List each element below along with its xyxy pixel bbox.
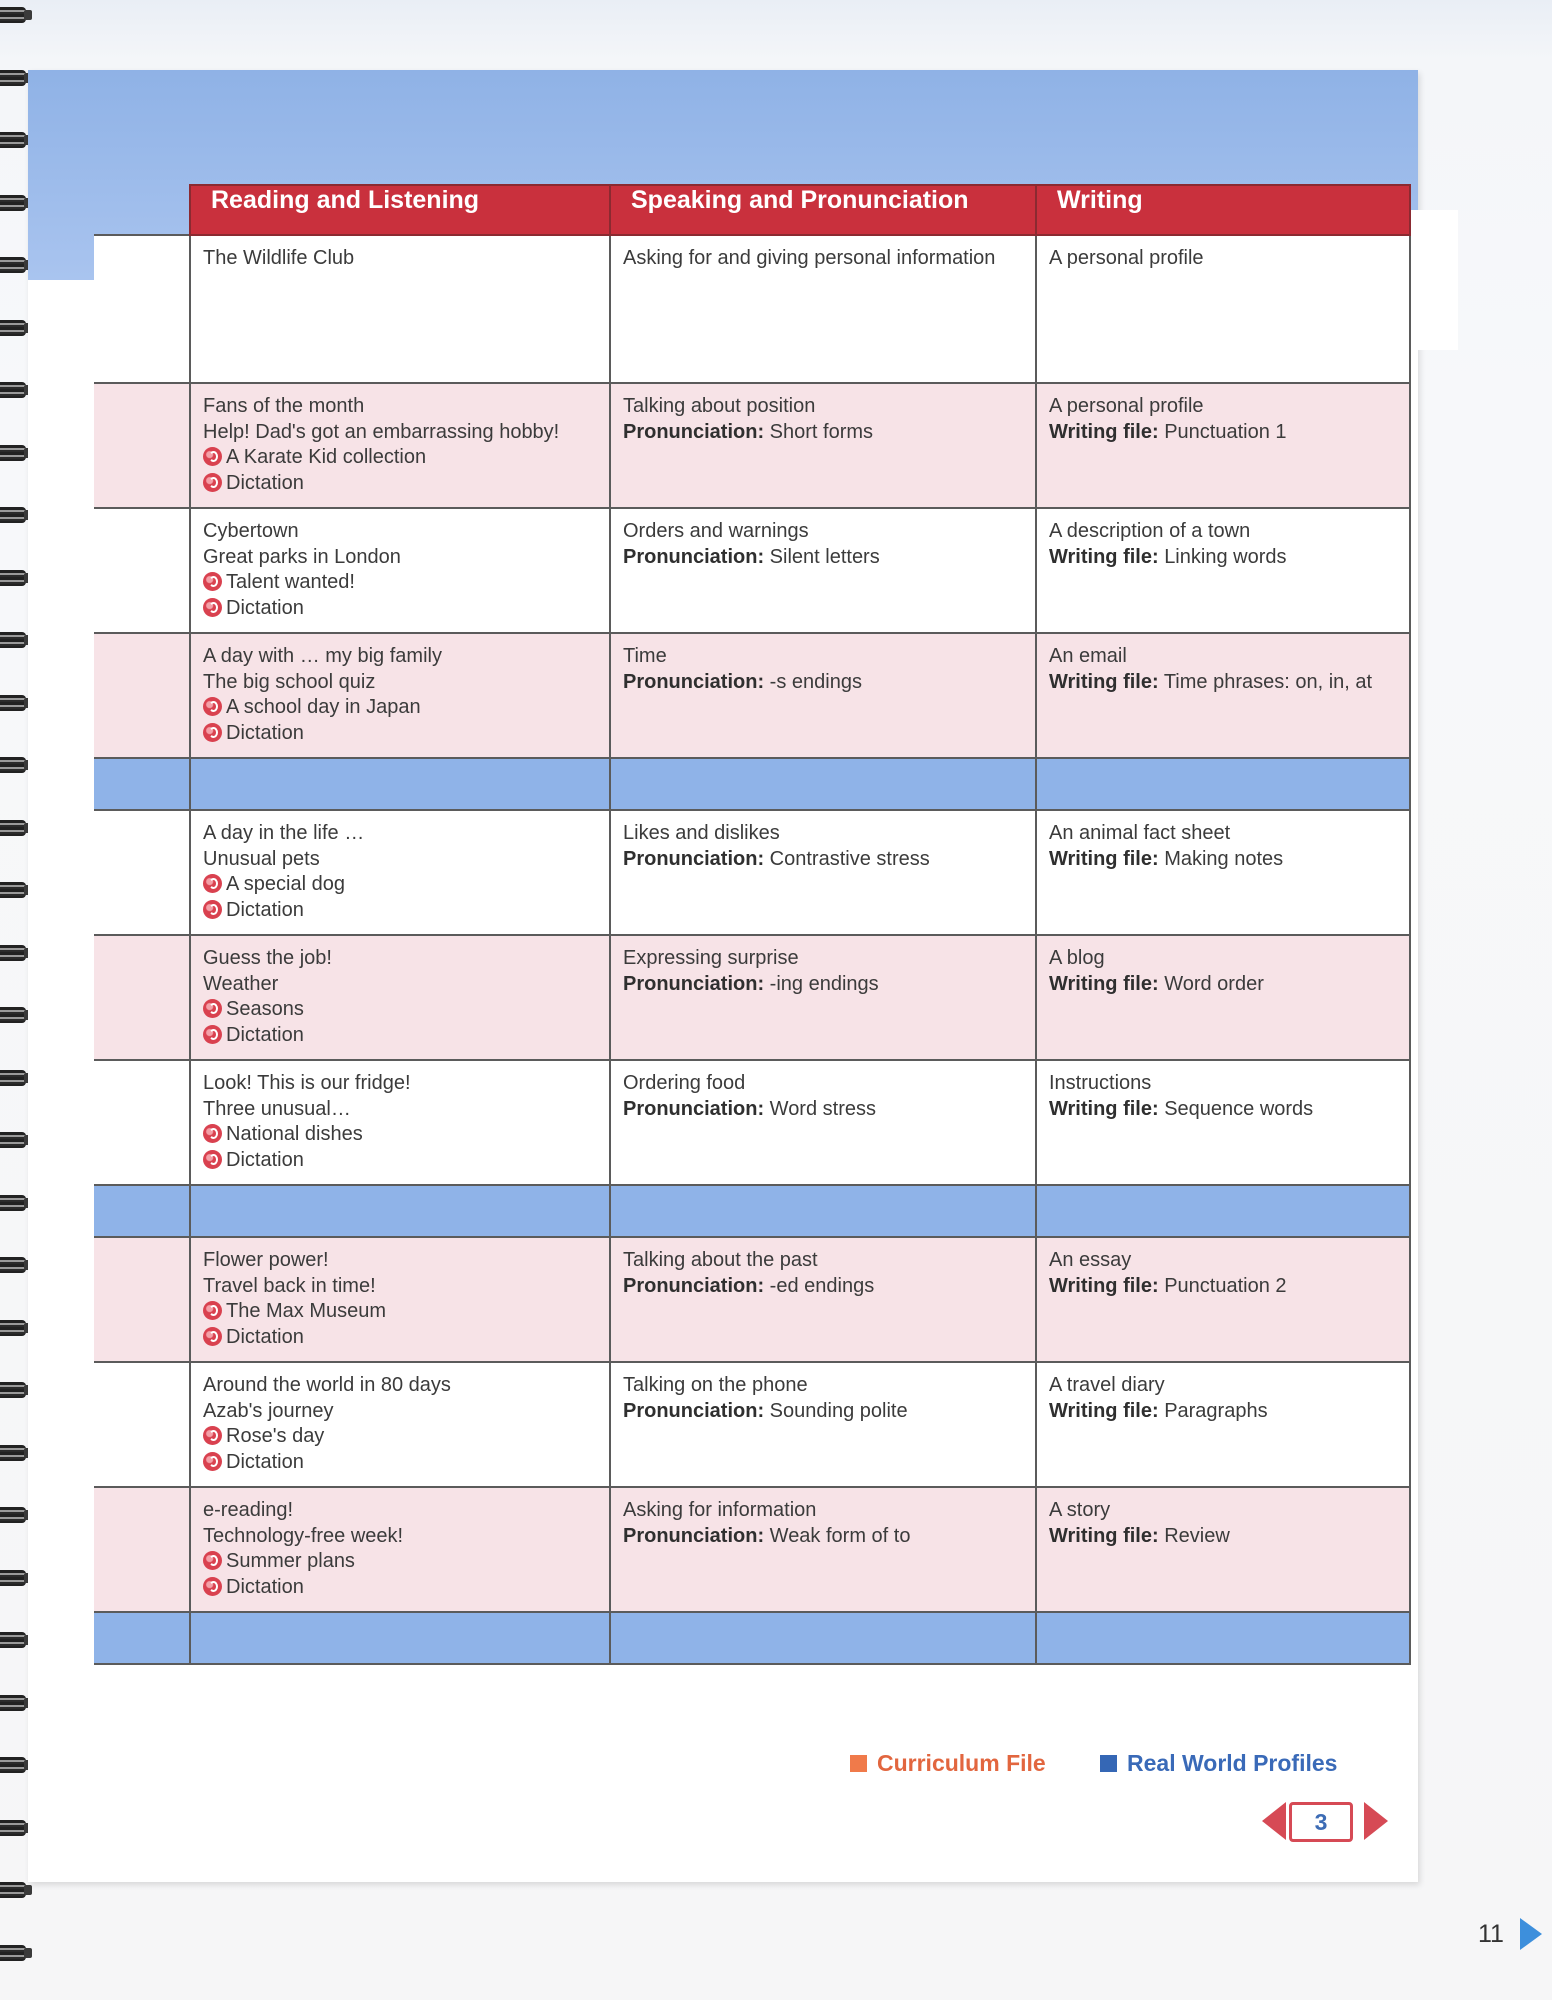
writing-file-line	[1049, 972, 1397, 998]
reading-item	[203, 721, 597, 747]
reading-item	[203, 1071, 597, 1097]
writing-cell	[1036, 935, 1410, 1060]
unit-cell	[94, 810, 190, 935]
writing-cell	[1036, 508, 1410, 633]
audio-icon	[203, 874, 222, 893]
reading-item	[203, 246, 597, 272]
audio-icon	[203, 1577, 222, 1596]
reading-item	[203, 847, 597, 873]
reading-listening-cell	[190, 935, 610, 1060]
pronunciation-line	[623, 420, 1023, 446]
writing-file-line	[1049, 1524, 1397, 1550]
writing-topic: A travel diary	[1049, 1374, 1165, 1396]
writing-file-value: Punctuation 2	[1164, 1274, 1287, 1297]
spiral-coil	[0, 1942, 30, 1964]
legend-realworld-label: Real World Profiles	[1127, 1750, 1338, 1776]
pronunciation-line	[623, 1274, 1023, 1300]
reading-text: Rose's day	[226, 1425, 325, 1447]
pronunciation-value: -ed endings	[769, 1274, 875, 1297]
header-speaking-pronunciation: Speaking and Pronunciation	[610, 185, 1036, 235]
unit-cell	[94, 383, 190, 508]
speaking-pronunciation-cell	[610, 235, 1036, 383]
reading-text: Fans of the month	[203, 395, 365, 417]
reading-text: Azab's journey	[203, 1399, 334, 1422]
spiral-coil	[0, 192, 30, 214]
reading-text: Travel back in time!	[203, 1274, 376, 1297]
pronunciation-line	[623, 847, 1023, 873]
table-row	[94, 1060, 1410, 1185]
pronunciation-value: -ing endings	[769, 972, 879, 995]
reading-text: A special dog	[226, 873, 345, 895]
header-spacer	[94, 185, 190, 235]
audio-icon	[203, 1025, 222, 1044]
audio-icon	[203, 473, 222, 492]
reading-text: National dishes	[226, 1123, 363, 1145]
reading-text: A day with … my big family	[203, 645, 442, 667]
table-row	[94, 1237, 1410, 1362]
writing-file-line	[1049, 847, 1397, 873]
reading-item	[203, 1549, 597, 1575]
table-row	[94, 383, 1410, 508]
reading-listening-cell	[190, 1060, 610, 1185]
table-row	[94, 810, 1410, 935]
writing-topic: A blog	[1049, 947, 1105, 969]
writing-file-line	[1049, 1097, 1397, 1123]
table-row	[94, 508, 1410, 633]
contents-table	[94, 184, 1411, 1665]
reading-item	[203, 1575, 597, 1601]
writing-cell	[1036, 633, 1410, 758]
reading-item	[203, 644, 597, 670]
speaking-pronunciation-cell	[610, 1487, 1036, 1612]
reading-listening-cell	[190, 810, 610, 935]
reading-listening-cell	[190, 1237, 610, 1362]
speaking-topic: Likes and dislikes	[623, 822, 780, 844]
reading-item	[203, 1450, 597, 1476]
audio-icon	[203, 999, 222, 1018]
writing-cell	[1036, 383, 1410, 508]
pronunciation-label: Pronunciation:	[623, 1097, 765, 1120]
reading-text: Dictation	[226, 1023, 304, 1046]
spiral-coil	[0, 379, 30, 401]
writing-topic: A personal profile	[1049, 247, 1204, 269]
reading-listening-cell	[190, 235, 610, 383]
speaking-pronunciation-cell	[610, 1237, 1036, 1362]
pronunciation-line	[623, 1524, 1023, 1550]
reading-text: Talent wanted!	[226, 571, 355, 593]
writing-topic: An animal fact sheet	[1049, 822, 1231, 844]
audio-icon	[203, 900, 222, 919]
spiral-coil	[0, 1192, 30, 1214]
next-arrow-icon[interactable]	[1364, 1802, 1388, 1840]
reading-item	[203, 1498, 597, 1524]
reading-text: Help! Dad's got an embarrassing hobby!	[203, 420, 560, 443]
spiral-coil	[0, 1817, 30, 1839]
unit-cell	[94, 1362, 190, 1487]
spiral-coil	[0, 1692, 30, 1714]
reading-item	[203, 545, 597, 571]
header-writing: Writing	[1036, 185, 1410, 235]
spiral-coil	[0, 442, 30, 464]
pronunciation-label: Pronunciation:	[623, 545, 765, 568]
writing-cell	[1036, 1487, 1410, 1612]
reading-text: Summer plans	[226, 1550, 355, 1572]
section-divider-row	[94, 758, 1410, 810]
page-number: 11	[1478, 1920, 1504, 1948]
divider-cell	[190, 758, 610, 810]
speaking-pronunciation-cell	[610, 935, 1036, 1060]
writing-file-line	[1049, 1274, 1397, 1300]
unit-cell	[94, 1237, 190, 1362]
spiral-coil	[0, 1317, 30, 1339]
pronunciation-value: Sounding polite	[769, 1399, 908, 1422]
divider-cell	[1036, 758, 1410, 810]
reading-item	[203, 445, 597, 471]
speaking-pronunciation-cell	[610, 508, 1036, 633]
speaking-pronunciation-cell	[610, 810, 1036, 935]
pronunciation-line	[623, 545, 1023, 571]
writing-file-value: Review	[1164, 1524, 1230, 1547]
writing-file-label: Writing file:	[1049, 1399, 1159, 1422]
audio-icon	[203, 1551, 222, 1570]
reading-text: A school day in Japan	[226, 696, 421, 718]
reading-item	[203, 471, 597, 497]
reading-text: Weather	[203, 972, 279, 995]
writing-file-label: Writing file:	[1049, 420, 1159, 443]
spiral-coil	[0, 942, 30, 964]
reading-item	[203, 898, 597, 924]
writing-file-line	[1049, 545, 1397, 571]
reading-item	[203, 695, 597, 721]
unit-cell	[94, 935, 190, 1060]
reading-text: Around the world in 80 days	[203, 1374, 451, 1396]
spiral-coil	[0, 67, 30, 89]
writing-file-label: Writing file:	[1049, 1097, 1159, 1120]
pronunciation-label: Pronunciation:	[623, 847, 765, 870]
pronunciation-value: Short forms	[769, 420, 874, 443]
header-reading-listening: Reading and Listening	[190, 185, 610, 235]
table-row	[94, 1362, 1410, 1487]
spiral-coil	[0, 1754, 30, 1776]
divider-cell	[1036, 1612, 1410, 1664]
reading-text: A day in the life …	[203, 822, 365, 844]
pronunciation-line	[623, 1399, 1023, 1425]
writing-file-value: Punctuation 1	[1164, 420, 1287, 443]
pronunciation-value: -s endings	[769, 670, 862, 693]
spiral-coil	[0, 1067, 30, 1089]
speaking-topic: Asking for information	[623, 1499, 817, 1521]
writing-file-label: Writing file:	[1049, 670, 1159, 693]
spiral-coil	[0, 1004, 30, 1026]
pronunciation-line	[623, 972, 1023, 998]
reading-text: Three unusual…	[203, 1097, 351, 1120]
reading-item	[203, 1299, 597, 1325]
speaking-pronunciation-cell	[610, 633, 1036, 758]
spiral-coil	[0, 1629, 30, 1651]
reading-text: Technology-free week!	[203, 1524, 404, 1547]
reading-text: Cybertown	[203, 520, 299, 542]
audio-icon	[203, 1452, 222, 1471]
reading-listening-cell	[190, 1487, 610, 1612]
pronunciation-line	[623, 1097, 1023, 1123]
reading-item	[203, 519, 597, 545]
reading-item	[203, 872, 597, 898]
reading-text: Dictation	[226, 596, 304, 619]
pronunciation-label: Pronunciation:	[623, 972, 765, 995]
reading-item	[203, 596, 597, 622]
writing-topic: A personal profile	[1049, 395, 1204, 417]
writing-topic: An email	[1049, 645, 1127, 667]
writing-file-label: Writing file:	[1049, 972, 1159, 995]
audio-icon	[203, 1150, 222, 1169]
reading-text: Dictation	[226, 898, 304, 921]
pronunciation-line	[623, 670, 1023, 696]
speaking-topic: Orders and warnings	[623, 520, 809, 542]
writing-file-value: Paragraphs	[1164, 1399, 1268, 1422]
speaking-topic: Talking about the past	[623, 1249, 818, 1271]
speaking-topic: Ordering food	[623, 1072, 746, 1094]
reading-item	[203, 1248, 597, 1274]
spiral-coil	[0, 1442, 30, 1464]
audio-icon	[203, 572, 222, 591]
audio-icon	[203, 1124, 222, 1143]
reading-text: Unusual pets	[203, 847, 320, 870]
writing-file-value: Time phrases: on, in, at	[1163, 670, 1373, 693]
divider-cell	[190, 1612, 610, 1664]
reading-text: Dictation	[226, 1575, 304, 1598]
unit-cell	[94, 1060, 190, 1185]
divider-cell	[94, 1185, 190, 1237]
reading-item	[203, 1023, 597, 1049]
reading-item	[203, 972, 597, 998]
pronunciation-label: Pronunciation:	[623, 670, 765, 693]
writing-file-value: Sequence words	[1164, 1097, 1314, 1120]
reading-text: Look! This is our fridge!	[203, 1072, 411, 1094]
speaking-topic: Time	[623, 645, 667, 667]
spiral-coil	[0, 629, 30, 651]
speaking-pronunciation-cell	[610, 383, 1036, 508]
pronunciation-label: Pronunciation:	[623, 1399, 765, 1422]
reading-text: The Wildlife Club	[203, 247, 355, 269]
spiral-coil	[0, 129, 30, 151]
pronunciation-label: Pronunciation:	[623, 420, 765, 443]
reading-item	[203, 821, 597, 847]
speaking-topic: Asking for and giving personal information	[623, 247, 996, 269]
pronunciation-label: Pronunciation:	[623, 1524, 765, 1547]
spiral-coil	[0, 317, 30, 339]
pronunciation-value: Silent letters	[769, 545, 880, 568]
spiral-coil	[0, 692, 30, 714]
writing-topic: Instructions	[1049, 1072, 1152, 1094]
reading-text: Seasons	[226, 998, 304, 1020]
reading-item	[203, 1399, 597, 1425]
reading-text: Dictation	[226, 1450, 304, 1473]
pronunciation-value: Word stress	[769, 1097, 876, 1120]
spiral-coil	[0, 879, 30, 901]
reading-item	[203, 1097, 597, 1123]
table-row	[94, 633, 1410, 758]
previous-arrow-icon[interactable]	[1262, 1802, 1286, 1840]
legend-real-world-profiles	[1100, 1750, 1337, 1777]
writing-topic: An essay	[1049, 1249, 1132, 1271]
writing-topic: A story	[1049, 1499, 1111, 1521]
spiral-coil	[0, 1129, 30, 1151]
writing-file-line	[1049, 420, 1397, 446]
writing-cell	[1036, 1060, 1410, 1185]
audio-icon	[203, 598, 222, 617]
writing-file-label: Writing file:	[1049, 1274, 1159, 1297]
unit-cell	[94, 235, 190, 383]
reading-item	[203, 997, 597, 1023]
reading-item	[203, 420, 597, 446]
writing-cell	[1036, 1237, 1410, 1362]
reading-text: Guess the job!	[203, 947, 332, 969]
section-divider-row	[94, 1185, 1410, 1237]
reading-item	[203, 1148, 597, 1174]
speaking-topic: Expressing surprise	[623, 947, 799, 969]
page-arrow-icon	[1520, 1918, 1542, 1950]
section-divider-row	[94, 1612, 1410, 1664]
spiral-coil	[0, 817, 30, 839]
table-row	[94, 235, 1410, 383]
reading-text: The Max Museum	[226, 1300, 387, 1322]
audio-icon	[203, 697, 222, 716]
writing-cell	[1036, 810, 1410, 935]
writing-file-label: Writing file:	[1049, 1524, 1159, 1547]
unit-cell	[94, 633, 190, 758]
reading-item	[203, 394, 597, 420]
divider-cell	[94, 758, 190, 810]
audio-icon	[203, 447, 222, 466]
writing-file-value: Making notes	[1164, 847, 1284, 870]
table-row	[94, 935, 1410, 1060]
audio-icon	[203, 1301, 222, 1320]
writing-file-value: Linking words	[1164, 545, 1287, 568]
writing-file-value: Word order	[1164, 972, 1264, 995]
reading-listening-cell	[190, 1362, 610, 1487]
spiral-coil	[0, 567, 30, 589]
spiral-coil	[0, 1567, 30, 1589]
writing-cell	[1036, 1362, 1410, 1487]
reading-text: Dictation	[226, 721, 304, 744]
audio-icon	[203, 1327, 222, 1346]
speaking-pronunciation-cell	[610, 1060, 1036, 1185]
pronunciation-value: Contrastive stress	[769, 847, 930, 870]
writing-file-line	[1049, 670, 1397, 696]
spiral-coil	[0, 1379, 30, 1401]
spiral-coil	[0, 754, 30, 776]
writing-file-label: Writing file:	[1049, 545, 1159, 568]
reading-text: Flower power!	[203, 1249, 329, 1271]
divider-cell	[190, 1185, 610, 1237]
spiral-coil	[0, 504, 30, 526]
reading-item	[203, 1424, 597, 1450]
reading-text: Dictation	[226, 1325, 304, 1348]
reading-text: Dictation	[226, 471, 304, 494]
writing-file-label: Writing file:	[1049, 847, 1159, 870]
reading-item	[203, 1373, 597, 1399]
current-page-box: 3	[1289, 1802, 1353, 1842]
spiral-coil	[0, 1254, 30, 1276]
writing-topic: A description of a town	[1049, 520, 1251, 542]
speaking-pronunciation-cell	[610, 1362, 1036, 1487]
reading-text: Dictation	[226, 1148, 304, 1171]
reading-item	[203, 570, 597, 596]
writing-file-line	[1049, 1399, 1397, 1425]
reading-text: Great parks in London	[203, 545, 401, 568]
unit-cell	[94, 1487, 190, 1612]
reading-text: A Karate Kid collection	[226, 446, 427, 468]
blue-square-icon	[1100, 1755, 1117, 1772]
legend-curriculum-file	[850, 1750, 1046, 1777]
reading-text: e-reading!	[203, 1499, 294, 1521]
reading-item	[203, 946, 597, 972]
table-row	[94, 1487, 1410, 1612]
spiral-coil	[0, 4, 30, 26]
spiral-coil	[0, 254, 30, 276]
table-header-row	[94, 185, 1410, 235]
reading-listening-cell	[190, 633, 610, 758]
speaking-topic: Talking about position	[623, 395, 816, 417]
unit-cell	[94, 508, 190, 633]
reading-item	[203, 1274, 597, 1300]
reading-item	[203, 1524, 597, 1550]
reading-listening-cell	[190, 508, 610, 633]
orange-square-icon	[850, 1755, 867, 1772]
reading-item	[203, 1325, 597, 1351]
spiral-coil	[0, 1504, 30, 1526]
pronunciation-label: Pronunciation:	[623, 1274, 765, 1297]
divider-cell	[610, 758, 1036, 810]
divider-cell	[94, 1612, 190, 1664]
reading-item	[203, 670, 597, 696]
audio-icon	[203, 723, 222, 742]
writing-cell	[1036, 235, 1410, 383]
divider-cell	[610, 1185, 1036, 1237]
pronunciation-value: Weak form of to	[769, 1524, 911, 1547]
reading-item	[203, 1122, 597, 1148]
divider-cell	[1036, 1185, 1410, 1237]
audio-icon	[203, 1426, 222, 1445]
legend-curriculum-label: Curriculum File	[877, 1750, 1046, 1776]
reading-text: The big school quiz	[203, 670, 376, 693]
divider-cell	[610, 1612, 1036, 1664]
speaking-topic: Talking on the phone	[623, 1374, 808, 1396]
spiral-coil	[0, 1879, 30, 1901]
reading-listening-cell	[190, 383, 610, 508]
